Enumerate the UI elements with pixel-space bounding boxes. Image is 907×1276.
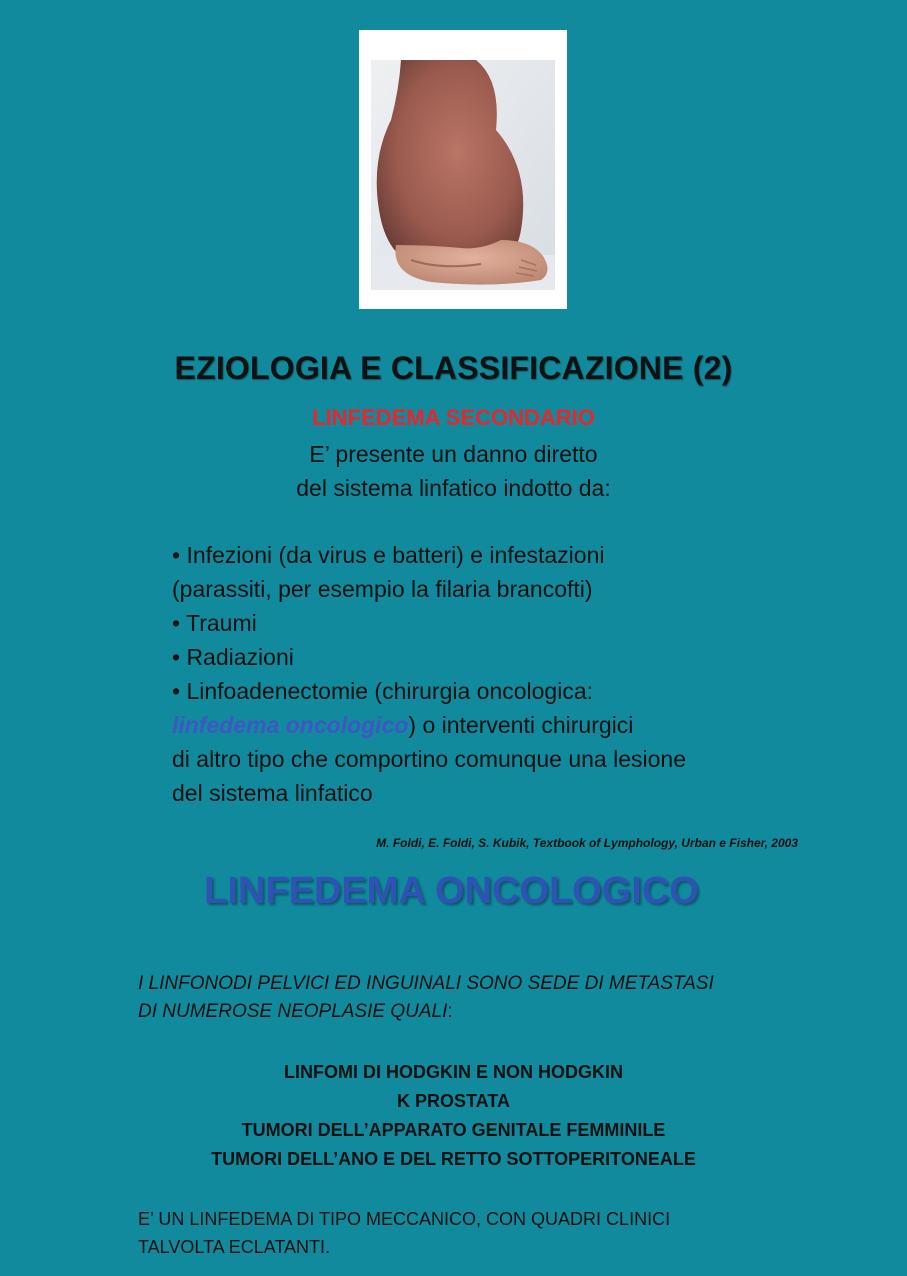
conclusion-line: TALVOLTA ECLATANTI. bbox=[138, 1237, 331, 1257]
metastasi-line: I LINFONODI PELVICI ED INGUINALI SONO SEDE DI METASTASI bbox=[138, 973, 714, 994]
intro-line: del sistema linfatico indotto da: bbox=[296, 475, 611, 501]
metastasi-line bbox=[138, 998, 818, 1026]
metastasi-line-text: DI NUMEROSE NEOPLASIE QUALI bbox=[138, 1001, 448, 1022]
subtitle: LINFEDEMA SECONDARIO bbox=[312, 405, 595, 430]
neoplasia-item: TUMORI DELL’APPARATO GENITALE FEMMINILE bbox=[241, 1120, 666, 1140]
conclusion-line: E’ UN LINFEDEMA DI TIPO MECCANICO, CON QUADRI CLINICI bbox=[138, 1209, 671, 1229]
list-item-continuation bbox=[172, 708, 812, 742]
list-item: • Infezioni (da virus e batteri) e infestazioni bbox=[172, 542, 605, 568]
intro-line: E’ presente un danno diretto bbox=[309, 441, 598, 467]
intro-text bbox=[0, 437, 907, 505]
neoplasia-list bbox=[0, 1058, 907, 1174]
page-title: EZIOLOGIA E CLASSIFICAZIONE (2) bbox=[174, 350, 733, 386]
section-title-text: LINFEDEMA ONCOLOGICO bbox=[204, 870, 699, 912]
neoplasia-item: K PROSTATA bbox=[397, 1091, 510, 1111]
list-item-continuation: del sistema linfatico bbox=[172, 780, 373, 806]
list-item-continuation: di altro tipo che comportino comunque una lesione bbox=[172, 746, 686, 772]
list-item: • Linfoadenectomie (chirurgia oncologica: bbox=[172, 678, 594, 704]
cause-list bbox=[172, 538, 812, 810]
leg-photo-icon bbox=[371, 60, 555, 290]
list-item-continuation: (parassiti, per esempio la filaria brancofti) bbox=[172, 576, 593, 602]
section-title bbox=[0, 870, 907, 913]
list-item-text: ) o interventi chirurgici bbox=[408, 712, 634, 738]
list-item: • Radiazioni bbox=[172, 644, 294, 670]
highlight-term: linfedema oncologico bbox=[172, 712, 409, 738]
metastasi-text bbox=[138, 970, 818, 1026]
neoplasia-item: TUMORI DELL’ANO E DEL RETTO SOTTOPERITONEALE bbox=[211, 1149, 696, 1169]
metastasi-colon: : bbox=[447, 1001, 453, 1022]
list-item: • Traumi bbox=[172, 610, 257, 636]
citation: M. Foldi, E. Foldi, S. Kubik, Textbook of Lymphology, Urban e Fisher, 2003 bbox=[376, 836, 798, 850]
neoplasia-item: LINFOMI DI HODGKIN E NON HODGKIN bbox=[284, 1062, 623, 1082]
clinical-photo bbox=[359, 30, 567, 309]
conclusion-text bbox=[138, 1205, 838, 1261]
